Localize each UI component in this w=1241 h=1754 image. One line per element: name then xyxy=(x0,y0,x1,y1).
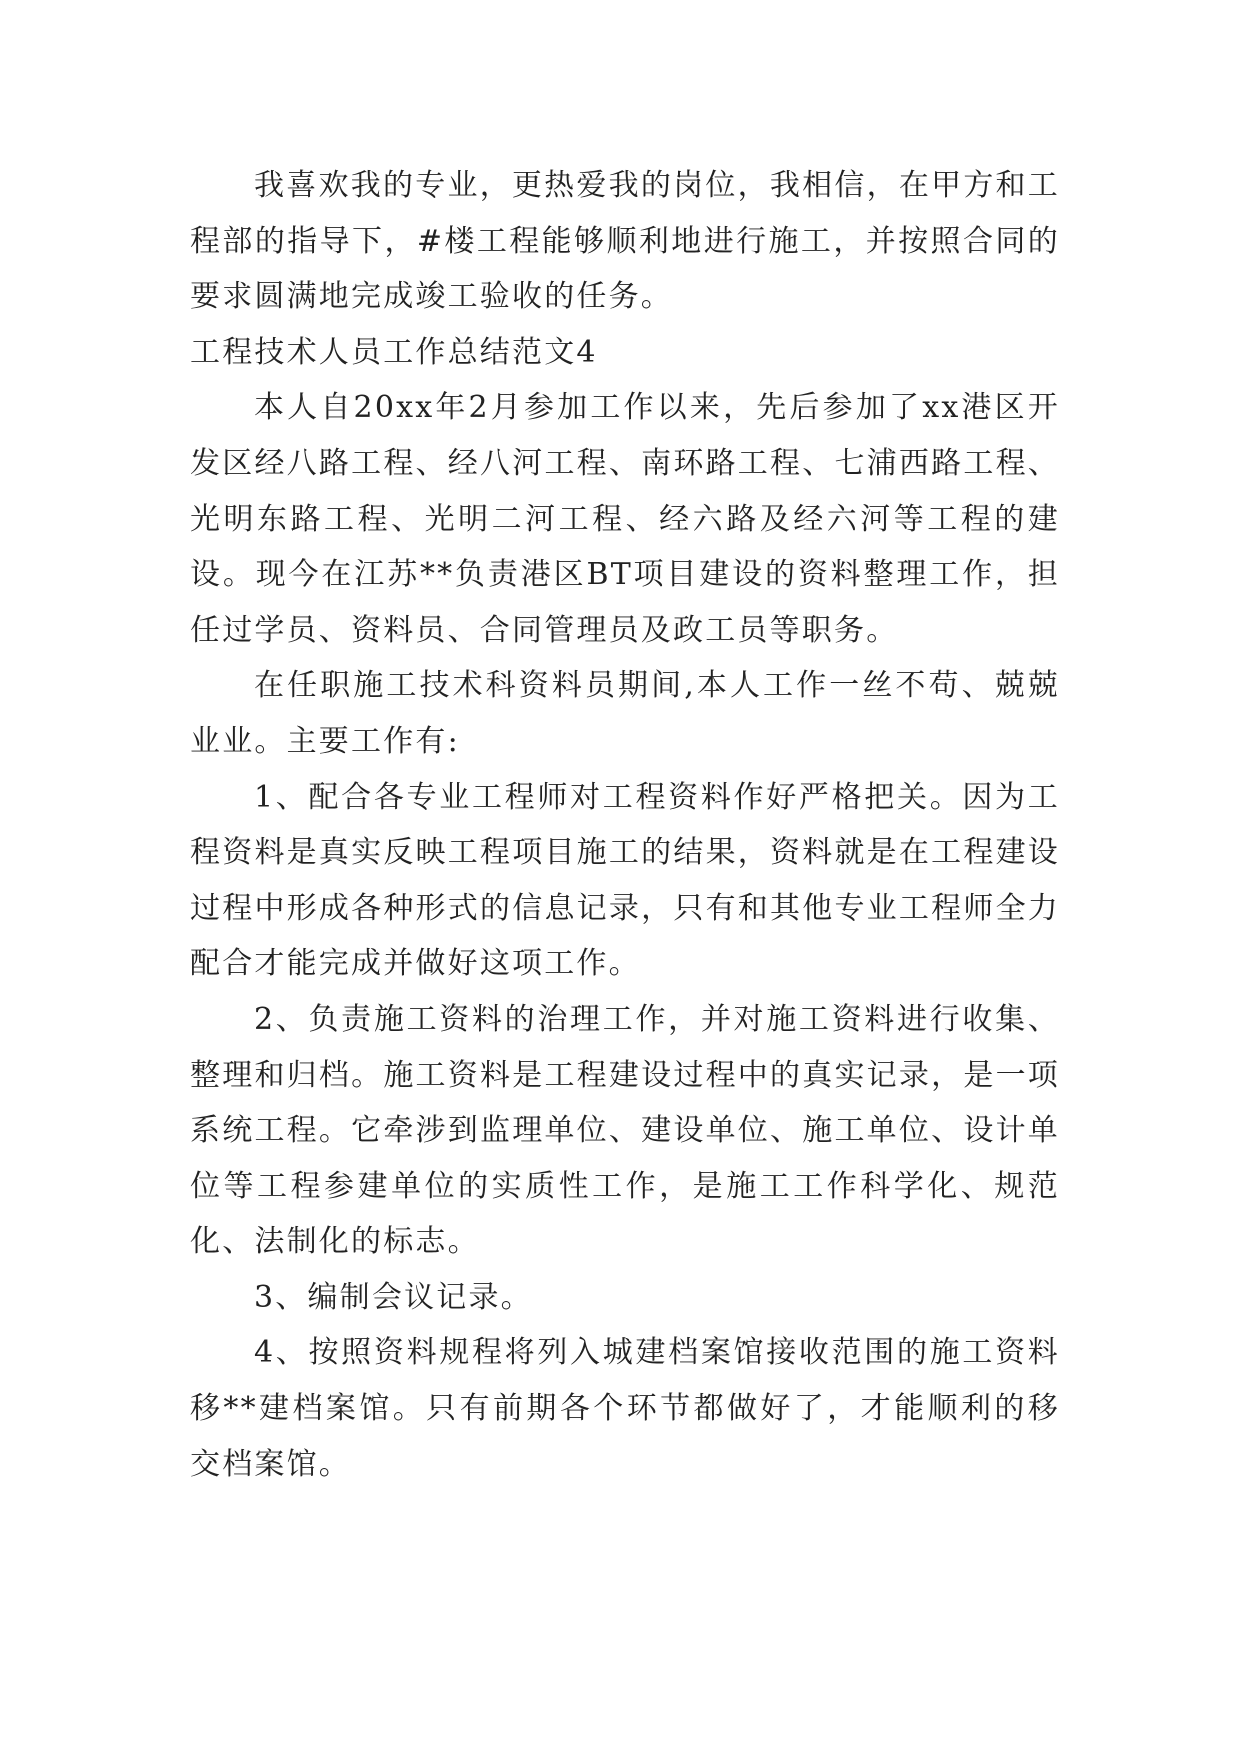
section-heading: 工程技术人员工作总结范文4 xyxy=(190,334,598,370)
paragraph: 3、编制会议记录。 xyxy=(254,1279,533,1315)
paragraph: 我喜欢我的专业，更热爱我的岗位，我相信，在甲方和工程部的指导下，#楼工程能够顺利地进行施工，并按照合同的要求圆满地完成竣工验收的任务。 xyxy=(190,168,1060,315)
paragraph: 4、按照资料规程将列入城建档案馆接收范围的施工资料移**建档案馆。只有前期各个环节都做好了，才能顺利的移交档案馆。 xyxy=(190,1335,1060,1482)
paragraph: 在任职施工技术科资料员期间,本人工作一丝不苟、兢兢业业。主要工作有: xyxy=(190,668,1060,759)
document-body xyxy=(190,158,1060,1492)
paragraph: 本人自20xx年2月参加工作以来，先后参加了xx港区开发区经八路工程、经八河工程、南环路工程、七浦西路工程、光明东路工程、光明二河工程、经六路及经六河等工程的建设。现今在江苏**负责港区BT项目建设的资料整理工作，担任过学员、资料员、合同管理员及政工员等职务。 xyxy=(190,390,1060,648)
paragraph: 1、配合各专业工程师对工程资料作好严格把关。因为工程资料是真实反映工程项目施工的结果，资料就是在工程建设过程中形成各种形式的信息记录，只有和其他专业工程师全力配合才能完成并做好这项工作。 xyxy=(190,779,1060,982)
paragraph: 2、负责施工资料的治理工作，并对施工资料进行收集、整理和归档。施工资料是工程建设过程中的真实记录，是一项系统工程。它牵涉到监理单位、建设单位、施工单位、设计单位等工程参建单位的实质性工作，是施工工作科学化、规范化、法制化的标志。 xyxy=(190,1001,1060,1260)
